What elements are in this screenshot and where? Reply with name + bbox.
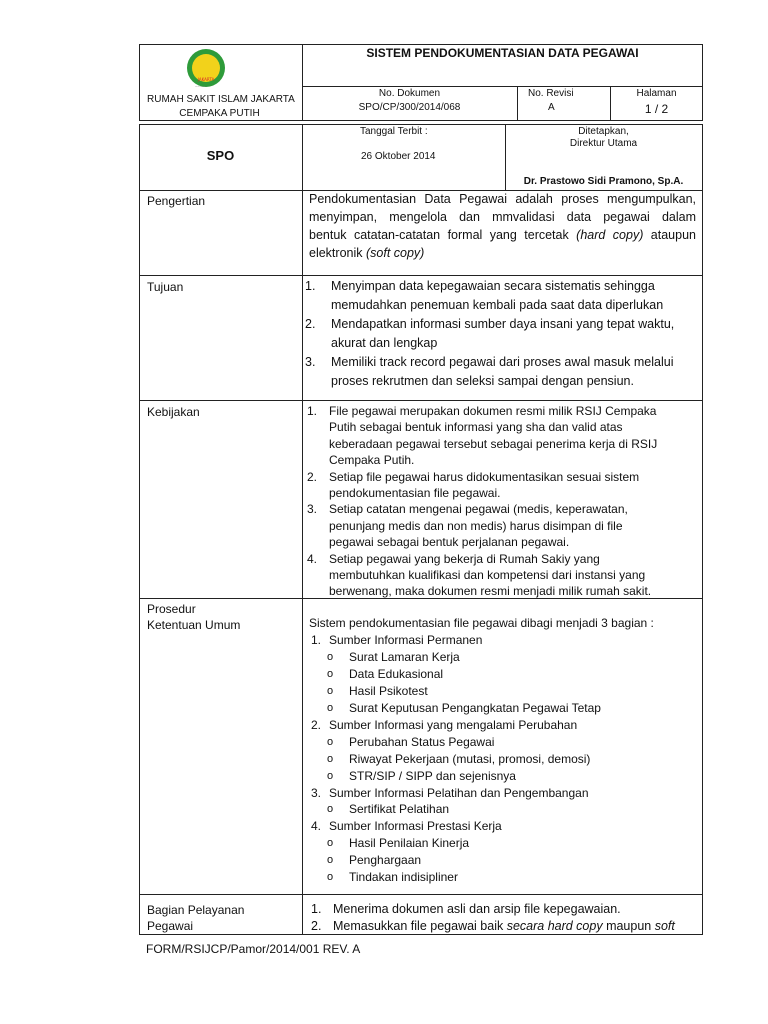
- group-number: 1.: [311, 632, 322, 647]
- group-number: 2.: [311, 717, 322, 732]
- border: [139, 894, 703, 895]
- border: [302, 86, 703, 87]
- direktur-label: Direktur Utama: [569, 138, 638, 149]
- list-text: Memiliki track record pegawai dari proses awal masuk melalui: [331, 355, 674, 369]
- list-item: [305, 277, 700, 315]
- pengertian-line: [309, 226, 696, 244]
- list-item: [305, 353, 700, 391]
- list-item: [307, 403, 700, 469]
- list-item: [307, 469, 700, 502]
- sub-text: Surat Keputusan Pengangkatan Pegawai Tetap: [349, 700, 601, 715]
- bullet: o: [327, 684, 334, 697]
- hospital-name-line2: CEMPAKA PUTIH: [179, 108, 260, 119]
- prosedur-label: Prosedur: [147, 602, 196, 616]
- list-text: Putih sebagai bentuk informasi yang sha dan valid atas: [329, 420, 623, 435]
- halaman-label: Halaman: [636, 88, 677, 99]
- border: [139, 44, 703, 45]
- bullet: o: [327, 752, 334, 765]
- list-text: berwenang, maka dokumen resmi menjadi milik rumah sakit.: [329, 584, 652, 599]
- list-text: pegawai sebagai bentuk perjalanan pegawai.: [329, 535, 570, 550]
- group-item: [309, 818, 699, 835]
- list-text: Memasukkan file pegawai baik: [333, 919, 507, 933]
- list-text: pendokumentasian file pegawai.: [329, 486, 501, 501]
- logo-text: JAKARTA: [197, 77, 215, 82]
- sub-text: Penghargaan: [349, 853, 422, 868]
- list-text: proses rekrutmen dan seleksi sampai dengan pensiun.: [331, 374, 634, 388]
- halaman-value: 1 / 2: [644, 102, 669, 116]
- ditetapkan-label: Ditetapkan,: [578, 126, 629, 137]
- list-text-italic: secara hard copy: [506, 919, 603, 933]
- bagian-label-line2: Pegawai: [147, 919, 194, 933]
- bullet: o: [327, 650, 334, 663]
- border: [702, 124, 703, 935]
- director-name: Dr. Prastowo Sidi Pramono, Sp.A.: [523, 176, 684, 187]
- pengertian-span: ataupun: [643, 228, 696, 242]
- border: [139, 275, 703, 276]
- no-dokumen-value: SPO/CP/300/2014/068: [358, 102, 461, 113]
- ketentuan-umum-label: Ketentuan Umum: [147, 618, 241, 632]
- no-revisi-label: No. Revisi: [528, 88, 574, 99]
- spo-label: SPO: [206, 148, 235, 163]
- pengertian-line: menyimpan, mengelola dan mmvalidasi data pegawai dalam: [309, 210, 696, 224]
- sub-item: [309, 649, 699, 666]
- list-number: 4.: [307, 551, 318, 566]
- sub-item: [309, 869, 699, 886]
- border: [139, 124, 140, 935]
- group-number: 4.: [311, 819, 322, 834]
- sub-text: Data Edukasional: [349, 666, 444, 681]
- bullet: o: [327, 871, 334, 884]
- list-text-italic: soft: [654, 919, 675, 933]
- list-text: akurat dan lengkap: [331, 336, 438, 350]
- list-item: [307, 501, 700, 550]
- sub-text: Perubahan Status Pegawai: [349, 734, 495, 749]
- list-text: File pegawai merupakan dokumen resmi milik RSIJ Cempaka: [329, 404, 657, 418]
- list-text: Menerima dokumen asli dan arsip file kepegawaian.: [333, 902, 621, 916]
- list-item: [307, 551, 700, 600]
- no-dokumen-label: No. Dokumen: [378, 88, 441, 99]
- sub-text: Hasil Psikotest: [349, 683, 428, 698]
- list-number: 1.: [305, 279, 316, 293]
- kebijakan-list: [307, 403, 700, 600]
- group-title: Sumber Informasi Pelatihan dan Pengembangan: [329, 785, 589, 800]
- bullet: o: [327, 701, 334, 714]
- sub-item: [309, 751, 699, 768]
- group-item: [309, 632, 699, 649]
- list-text: Setiap file pegawai harus didokumentasikan sesuai sistem: [329, 469, 640, 484]
- list-text: memudahkan penemuan kembali pada saat data diperlukan: [331, 298, 664, 312]
- pengertian-span: bentuk catatan-catatan formal yang tercetak: [309, 228, 577, 242]
- sub-text: Sertifikat Pelatihan: [349, 802, 450, 817]
- sub-text: Hasil Penilaian Kinerja: [349, 836, 470, 851]
- list-text: Mendapatkan informasi sumber daya insani yang tepat waktu,: [331, 317, 675, 331]
- bagian-list: [311, 901, 701, 935]
- tanggal-terbit-label: Tanggal Terbit :: [360, 126, 428, 137]
- tujuan-label: Tujuan: [147, 280, 184, 294]
- sub-item: [309, 852, 699, 869]
- list-number: 3.: [305, 355, 316, 369]
- prosedur-content: [309, 615, 699, 886]
- bagian-label-line1: Bagian Pelayanan: [147, 903, 245, 917]
- sub-item: [309, 734, 699, 751]
- border: [139, 44, 140, 121]
- group-title: Sumber Informasi Prestasi Kerja: [329, 819, 502, 834]
- hospital-name-line1: RUMAH SAKIT ISLAM JAKARTA: [147, 94, 295, 105]
- border: [302, 124, 303, 935]
- document-title: SISTEM PENDOKUMENTASIAN DATA PEGAWAI: [366, 46, 639, 60]
- list-text: Setiap catatan mengenai pegawai (medis, keperawatan,: [329, 502, 628, 517]
- list-number: 1.: [311, 902, 322, 916]
- sub-text: Riwayat Pekerjaan (mutasi, promosi, demosi): [349, 751, 591, 766]
- pengertian-line: [309, 244, 696, 262]
- sub-text: Tindakan indisipliner: [349, 870, 458, 885]
- group-number: 3.: [311, 785, 322, 800]
- pengertian-line: Pendokumentasian Data Pegawai adalah proses mengumpulkan,: [309, 192, 696, 206]
- list-text: keberadaan pegawai tersebut sebagai penerima kerja di RSIJ: [329, 436, 658, 451]
- bullet: o: [327, 667, 334, 680]
- sub-item: [309, 835, 699, 852]
- kebijakan-label: Kebijakan: [147, 405, 200, 419]
- sub-item: [309, 801, 699, 818]
- border: [517, 86, 518, 121]
- list-number: 2.: [311, 919, 322, 933]
- group-item: [309, 717, 699, 734]
- sub-item: [309, 666, 699, 683]
- list-text: Cempaka Putih.: [329, 453, 415, 468]
- sub-item: [309, 768, 699, 785]
- border: [139, 400, 703, 401]
- form-footer: FORM/RSIJCP/Pamor/2014/001 REV. A: [146, 942, 361, 956]
- border: [139, 120, 703, 121]
- bullet: o: [327, 803, 334, 816]
- list-text: membutuhkan kualifikasi dan kompetensi dari instansi yang: [329, 568, 646, 583]
- pengertian-label: Pengertian: [147, 194, 206, 208]
- list-number: 3.: [307, 502, 318, 517]
- list-text: penunjang medis dan non medis) harus disimpan di file: [329, 518, 623, 533]
- border: [139, 124, 703, 125]
- group-title: Sumber Informasi yang mengalami Perubahan: [329, 717, 578, 732]
- list-number: 2.: [305, 317, 316, 331]
- list-item: [311, 918, 701, 935]
- list-item: [305, 315, 700, 353]
- bullet: o: [327, 769, 334, 782]
- list-item: [311, 901, 701, 918]
- pengertian-text: [309, 190, 696, 262]
- group-title: Sumber Informasi Permanen: [329, 632, 483, 647]
- tanggal-terbit-value: 26 Oktober 2014: [361, 151, 436, 162]
- pengertian-span: elektronik: [309, 246, 366, 260]
- tujuan-list: [305, 277, 700, 391]
- pengertian-italic: (soft copy): [365, 246, 425, 260]
- no-revisi-value: A: [548, 102, 555, 113]
- list-number: 1.: [307, 404, 318, 418]
- prosedur-intro: Sistem pendokumentasian file pegawai dibagi menjadi 3 bagian :: [309, 616, 654, 630]
- list-number: 2.: [307, 469, 318, 484]
- list-text: Menyimpan data kepegawaian secara sistematis sehingga: [331, 279, 655, 293]
- bullet: o: [327, 837, 334, 850]
- list-text: Setiap pegawai yang bekerja di Rumah Sakiy yang: [329, 551, 600, 566]
- list-text: maupun: [602, 919, 655, 933]
- sub-item: [309, 700, 699, 717]
- logo-tagline: ~~~~~: [195, 84, 207, 89]
- sub-item: [309, 683, 699, 700]
- group-item: [309, 785, 699, 802]
- bullet: o: [327, 735, 334, 748]
- pengertian-italic: (hard copy): [576, 228, 644, 242]
- sub-text: STR/SIP / SIPP dan sejenisnya: [349, 768, 516, 783]
- sub-text: Surat Lamaran Kerja: [349, 649, 460, 664]
- bullet: o: [327, 854, 334, 867]
